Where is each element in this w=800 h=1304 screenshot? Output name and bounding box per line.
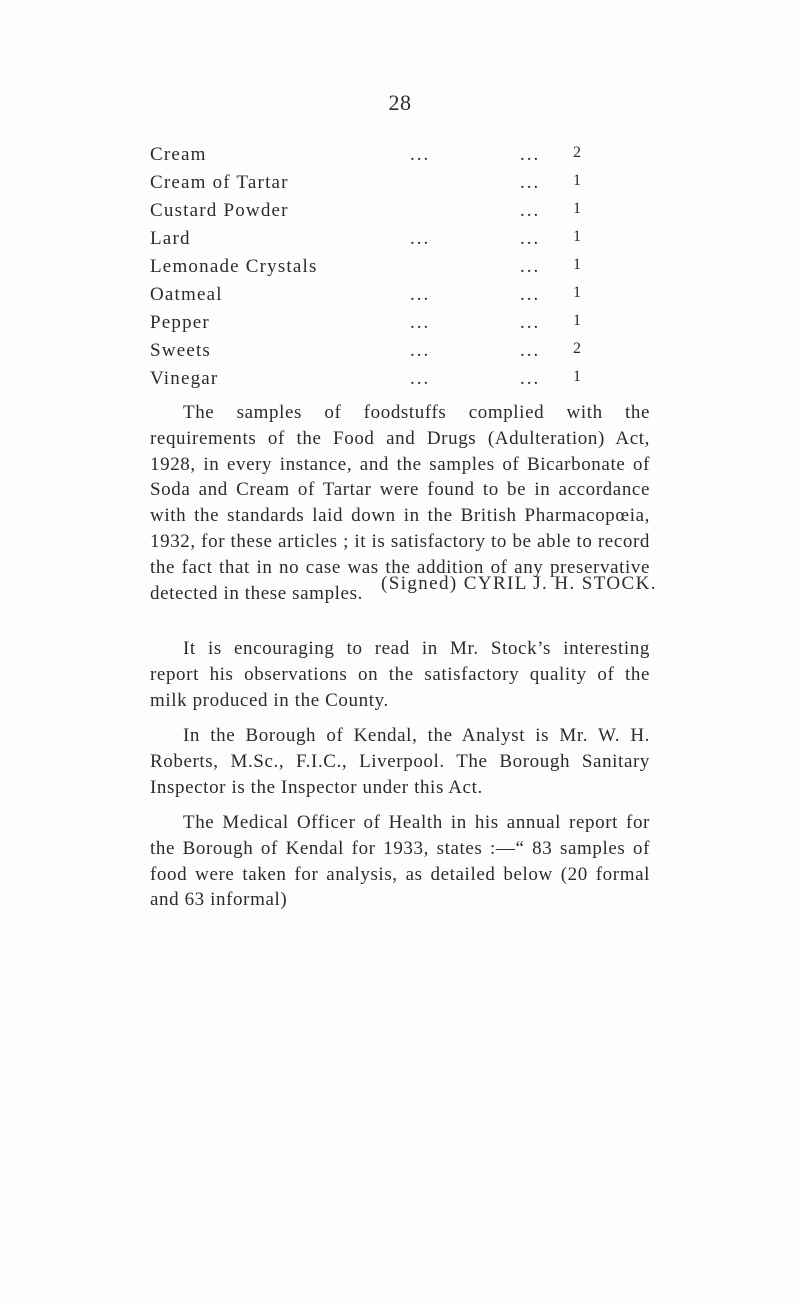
- leader-dots: ...: [520, 340, 541, 361]
- list-item: [150, 144, 595, 172]
- sample-count: 1: [573, 172, 583, 189]
- sample-count: 2: [573, 144, 583, 161]
- sample-list: [150, 144, 595, 396]
- sample-count: 1: [573, 228, 583, 245]
- sample-count: 2: [573, 340, 583, 357]
- leader-dots: ...: [410, 340, 431, 361]
- sample-count: 1: [573, 200, 583, 217]
- leader-dots: ...: [520, 172, 541, 193]
- list-item: [150, 228, 595, 256]
- list-item: [150, 340, 595, 368]
- sample-name: Vinegar: [150, 368, 219, 389]
- sample-count: 1: [573, 284, 583, 301]
- kendal-analyst-paragraph: In the Borough of Kendal, the Analyst is Mr. W. H. Roberts, M.Sc., F.I.C., Liverpool. The Borough Sanitary Inspector is the Inspector under this Act.: [150, 725, 650, 798]
- leader-dots: ...: [520, 256, 541, 277]
- sample-name: Sweets: [150, 340, 212, 361]
- sample-name: Pepper: [150, 312, 210, 333]
- leader-dots: ...: [410, 284, 431, 305]
- sample-name: Lard: [150, 228, 191, 249]
- sample-name: Oatmeal: [150, 284, 223, 305]
- leader-dots: ...: [520, 144, 541, 165]
- leader-dots: ...: [520, 312, 541, 333]
- leader-dots: ...: [520, 368, 541, 389]
- signature-line: (Signed) CYRIL J. H. STOCK.: [381, 573, 657, 594]
- medical-officer-paragraph: The Medical Officer of Health in his annual report for the Borough of Kendal for 1933, states :—“ 83 samples of food were taken for analysis, as detailed below (20 formal and 63 informal): [150, 812, 650, 911]
- sample-count: 1: [573, 368, 583, 385]
- list-item: [150, 172, 595, 200]
- sample-count: 1: [573, 256, 583, 273]
- leader-dots: ...: [410, 368, 431, 389]
- leader-dots: ...: [410, 312, 431, 333]
- leader-dots: ...: [410, 144, 431, 165]
- leader-dots: ...: [520, 284, 541, 305]
- list-item: [150, 368, 595, 396]
- encouraging-paragraph: It is encouraging to read in Mr. Stock’s interesting report his observations on the satisfactory quality of the milk produced in the County.: [150, 638, 650, 711]
- sample-name: Cream of Tartar: [150, 172, 289, 193]
- sample-name: Custard Powder: [150, 200, 289, 221]
- list-item: [150, 284, 595, 312]
- leader-dots: ...: [410, 228, 431, 249]
- sample-name: Lemonade Crystals: [150, 256, 318, 277]
- leader-dots: ...: [520, 200, 541, 221]
- list-item: [150, 312, 595, 340]
- leader-dots: ...: [520, 228, 541, 249]
- compliance-paragraph: The samples of foodstuffs complied with the requirements of the Food and Drugs (Adulteration) Act, 1928, in every instance, and the samples of Bicarbonate of Soda and Cream of Tartar were found to be in accordance with the standards laid down in the British Pharmacopœia, 1932, for these articles ; it is satisfactory to be able to record the fact that in no case was the addition of any preservative detected in these samples.: [150, 402, 650, 604]
- list-item: [150, 256, 595, 284]
- page-number: 28: [388, 90, 412, 115]
- sample-count: 1: [573, 312, 583, 329]
- list-item: [150, 200, 595, 228]
- sample-name: Cream: [150, 144, 207, 165]
